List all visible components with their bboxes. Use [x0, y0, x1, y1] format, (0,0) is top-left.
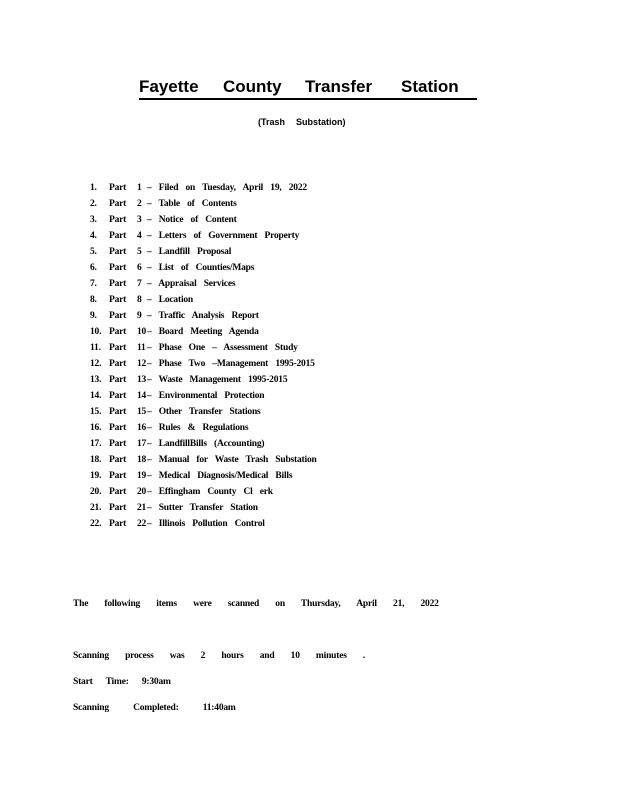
toc-description: – Manual for Waste Trash Substation [147, 455, 317, 465]
toc-part-number: 11 [137, 343, 146, 353]
toc-number: 7. [90, 279, 97, 289]
toc-number: 9. [90, 311, 97, 321]
toc-part-number: 21 [137, 503, 147, 513]
toc-entry [90, 487, 350, 503]
toc-part-word: Part [109, 311, 127, 321]
toc-number: 10. [90, 327, 102, 337]
toc-number: 11. [90, 343, 101, 353]
toc-description: – Traffic Analysis Report [147, 311, 259, 321]
toc-entry [90, 199, 350, 215]
start-time-note: Start Time: 9:30am [73, 677, 171, 687]
toc-entry [90, 215, 350, 231]
toc-part-number: 7 [137, 279, 142, 289]
toc-description: – Environmental Protection [147, 391, 265, 401]
toc-entry [90, 423, 350, 439]
title-word: Fayette [139, 77, 199, 96]
toc-part-word: Part [109, 183, 127, 193]
toc-description: – Notice of Content [147, 215, 237, 225]
toc-number: 16. [90, 423, 102, 433]
toc-entry [90, 183, 350, 199]
toc-part-word: Part [109, 199, 127, 209]
toc-part-number: 22 [137, 519, 147, 529]
toc-description: – Other Transfer Stations [147, 407, 261, 417]
toc-entry [90, 455, 350, 471]
toc-entry [90, 471, 350, 487]
toc-part-word: Part [109, 439, 127, 449]
toc-entry [90, 279, 350, 295]
toc-number: 8. [90, 295, 97, 305]
toc-entry [90, 503, 350, 519]
toc-part-number: 8 [137, 295, 142, 305]
toc-number: 1. [90, 183, 97, 193]
subtitle-word: Substation) [296, 117, 346, 127]
title-word: Transfer [305, 77, 373, 96]
toc-part-number: 17 [137, 439, 147, 449]
toc-part-number: 16 [137, 423, 147, 433]
toc-part-word: Part [109, 471, 127, 481]
toc-description: – Medical Diagnosis/Medical Bills [147, 471, 293, 481]
toc-description: – Rules & Regulations [147, 423, 249, 433]
toc-entry [90, 391, 350, 407]
toc-part-word: Part [109, 487, 127, 497]
toc-number: 20. [90, 487, 102, 497]
toc-part-word: Part [109, 247, 127, 257]
toc-entry [90, 519, 350, 535]
toc-part-word: Part [109, 295, 127, 305]
toc-description: – Phase Two –Management 1995-2015 [147, 359, 315, 369]
toc-entry [90, 247, 350, 263]
toc-entry [90, 311, 350, 327]
scanned-date-note: The following items were scanned on Thursday, April 21, 2022 [73, 599, 439, 609]
toc-description: – Board Meeting Agenda [147, 327, 259, 337]
toc-part-number: 12 [137, 359, 147, 369]
completed-time-note: Scanning Completed: 11:40am [73, 703, 236, 713]
toc-number: 4. [90, 231, 97, 241]
toc-part-word: Part [109, 231, 127, 241]
toc-number: 6. [90, 263, 97, 273]
toc-number: 15. [90, 407, 102, 417]
subtitle-word: (Trash [258, 117, 286, 127]
toc-part-word: Part [109, 279, 127, 289]
toc-part-word: Part [109, 263, 127, 273]
table-of-contents [90, 183, 350, 535]
toc-number: 2. [90, 199, 97, 209]
toc-part-number: 20 [137, 487, 147, 497]
toc-entry [90, 375, 350, 391]
toc-description: – Illinois Pollution Control [147, 519, 265, 529]
toc-description: – Landfill Proposal [147, 247, 232, 257]
scanning-duration-note: Scanning process was 2 hours and 10 minutes . [73, 651, 366, 661]
toc-number: 12. [90, 359, 102, 369]
toc-description: – Appraisal Services [147, 279, 236, 289]
toc-part-number: 14 [137, 391, 147, 401]
toc-description: – Sutter Transfer Station [147, 503, 258, 513]
toc-part-word: Part [109, 519, 127, 529]
toc-part-number: 6 [137, 263, 142, 273]
title-word: County [223, 77, 282, 96]
toc-number: 17. [90, 439, 102, 449]
toc-entry [90, 343, 350, 359]
toc-part-number: 4 [137, 231, 142, 241]
toc-number: 5. [90, 247, 97, 257]
toc-part-word: Part [109, 375, 127, 385]
toc-description: – List of Counties/Maps [147, 263, 255, 273]
toc-entry [90, 407, 350, 423]
toc-part-number: 9 [137, 311, 142, 321]
toc-description: – LandfillBills (Accounting) [147, 439, 265, 449]
toc-entry [90, 295, 350, 311]
toc-part-number: 18 [137, 455, 147, 465]
toc-number: 21. [90, 503, 102, 513]
toc-part-word: Part [109, 503, 127, 513]
document-title [139, 75, 477, 100]
toc-description: – Waste Management 1995-2015 [147, 375, 288, 385]
toc-part-number: 5 [137, 247, 142, 257]
toc-description: – Phase One – Assessment Study [147, 343, 298, 353]
toc-entry [90, 231, 350, 247]
toc-part-word: Part [109, 455, 127, 465]
toc-description: – Table of Contents [147, 199, 237, 209]
toc-number: 22. [90, 519, 102, 529]
toc-description: – Filed on Tuesday, April 19, 2022 [147, 183, 307, 193]
toc-part-number: 19 [137, 471, 147, 481]
toc-number: 3. [90, 215, 97, 225]
toc-number: 14. [90, 391, 102, 401]
toc-description: – Location [147, 295, 194, 305]
toc-number: 19. [90, 471, 102, 481]
toc-part-number: 2 [137, 199, 142, 209]
toc-part-word: Part [109, 359, 127, 369]
toc-part-number: 15 [137, 407, 147, 417]
toc-number: 18. [90, 455, 102, 465]
toc-description: – Letters of Government Property [147, 231, 300, 241]
toc-part-number: 13 [137, 375, 147, 385]
toc-part-word: Part [109, 423, 127, 433]
toc-part-number: 1 [137, 183, 142, 193]
toc-part-word: Part [109, 327, 127, 337]
toc-part-word: Part [109, 343, 127, 353]
toc-number: 13. [90, 375, 102, 385]
toc-part-word: Part [109, 391, 127, 401]
toc-part-number: 3 [137, 215, 142, 225]
toc-part-word: Part [109, 215, 127, 225]
toc-part-word: Part [109, 407, 127, 417]
toc-part-number: 10 [137, 327, 147, 337]
toc-entry [90, 359, 350, 375]
toc-entry [90, 439, 350, 455]
toc-entry [90, 263, 350, 279]
title-word: Station [401, 77, 459, 96]
toc-entry [90, 327, 350, 343]
toc-description: – Effingham County Cl erk [147, 487, 273, 497]
